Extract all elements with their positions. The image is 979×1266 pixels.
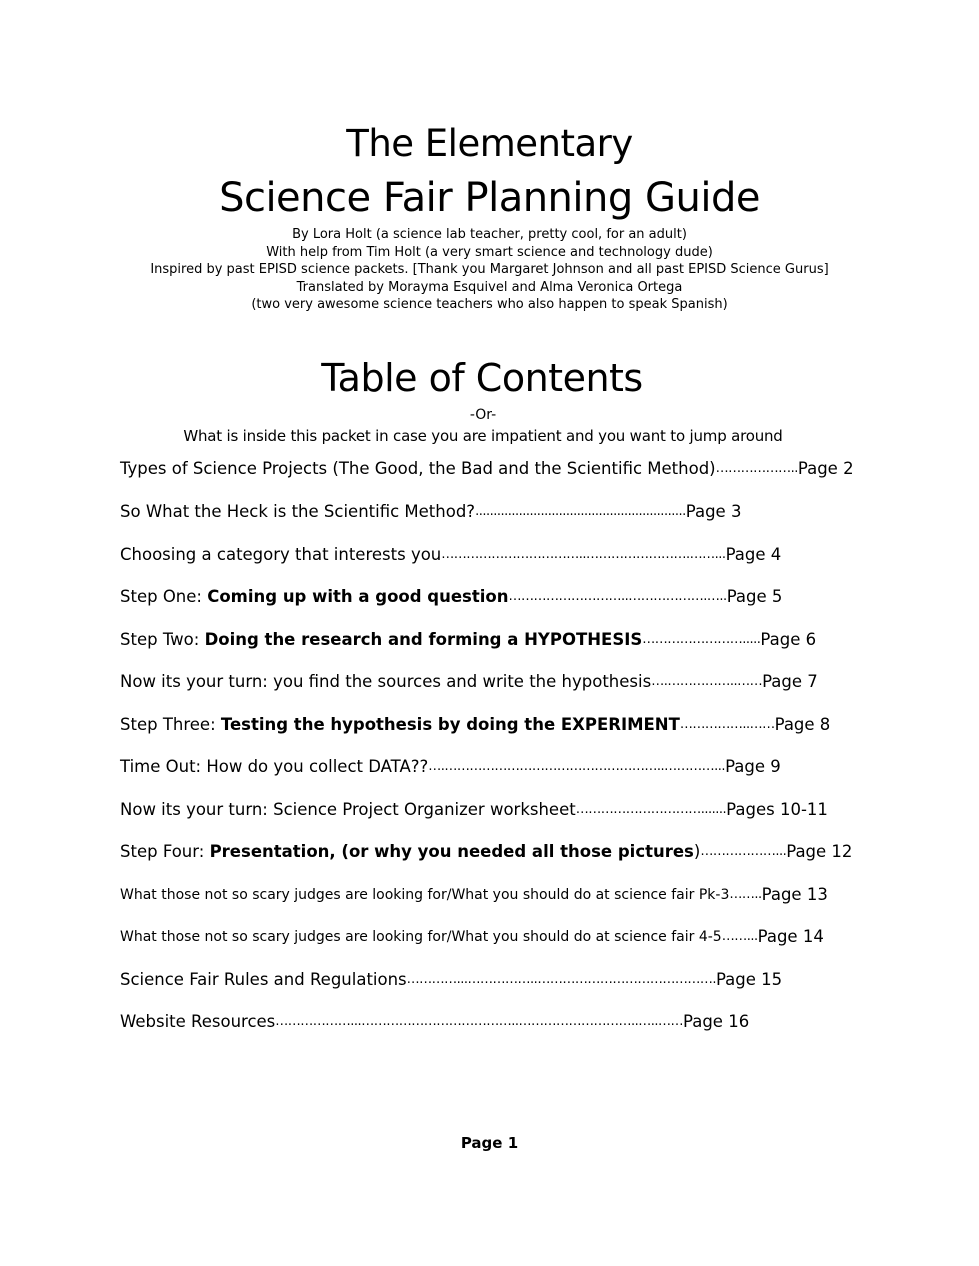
- toc-leader-dots: …………...……………..…………………………………….: [406, 972, 716, 987]
- toc-page-number: Page 15: [715, 970, 783, 989]
- toc-entry-text: Now its your turn: Science Project Organizer worksheet: [120, 800, 576, 819]
- toc-entry-label: [120, 499, 475, 525]
- toc-entry[interactable]: [120, 542, 827, 568]
- toc-page-number: Page 12: [786, 842, 853, 861]
- toc-leader-dots: ………………..: [715, 461, 798, 476]
- document-title-line-1: The Elementary: [346, 122, 633, 165]
- toc-entry-label: [120, 712, 680, 738]
- toc-entry-label: [120, 839, 700, 865]
- toc-entry[interactable]: [120, 669, 830, 695]
- toc-leader-dots: ….……………..……: [651, 674, 763, 689]
- toc-entry[interactable]: [120, 584, 828, 610]
- toc-entry-label: [120, 627, 642, 653]
- toc-entry-text: Types of Science Projects (The Good, the Bad and the Scientific Method): [120, 459, 716, 478]
- toc-entry[interactable]: [120, 754, 829, 780]
- toc-page-number: Page 13: [761, 885, 828, 904]
- toc-heading: Table of Contents: [321, 356, 643, 400]
- toc-entry[interactable]: [120, 499, 830, 525]
- toc-entry-label: [120, 797, 576, 823]
- toc-entry-emphasis: Presentation, (or why you needed all those pictures: [209, 842, 694, 861]
- toc-entry[interactable]: [120, 967, 843, 993]
- toc-entry-emphasis: Testing the hypothesis by doing the EXPERIMENT: [220, 715, 680, 734]
- toc-leader-dots: …………………….....: [642, 632, 761, 647]
- page-number: Page 1: [460, 1134, 519, 1152]
- toc-leader-dots: ……………………………..…………………….……...: [441, 547, 726, 562]
- toc-page-number: Page 3: [685, 502, 742, 521]
- toc-entry-text: Time Out: How do you collect DATA??: [120, 757, 429, 776]
- toc-entry-tail: ): [693, 842, 701, 861]
- toc-or: -Or-: [469, 407, 497, 423]
- toc-entry[interactable]: [120, 712, 830, 738]
- credit-line: (two very awesome science teachers who also happen to speak Spanish): [251, 297, 728, 312]
- toc-entry[interactable]: [120, 456, 854, 482]
- toc-page-number: Page 6: [760, 630, 817, 649]
- toc-page-number: Page 4: [725, 545, 782, 564]
- toc-leader-dots: ………………………..……………….…..: [508, 589, 727, 604]
- credits-block: [0, 226, 979, 314]
- toc-entry-label: [120, 456, 716, 482]
- toc-page-number: Page 14: [757, 927, 824, 946]
- toc-leader-dots: ..........................................................: [475, 504, 686, 519]
- toc-leader-dots: ……………..……: [679, 717, 775, 732]
- toc-entry-text: Website Resources: [120, 1012, 276, 1031]
- credit-line: Inspired by past EPISD science packets. [Thank you Margaret Johnson and all past EPISD Science Gurus]: [150, 262, 829, 277]
- toc-entry-label: [120, 882, 729, 908]
- toc-entry-text: Step Three:: [120, 715, 221, 734]
- toc-page-number: Page 16: [683, 1012, 750, 1031]
- toc-page-number: Page 9: [725, 757, 781, 776]
- toc-leader-dots: ………………...: [700, 844, 787, 859]
- toc-entry-label: [120, 1009, 275, 1035]
- toc-subtitle: What is inside this packet in case you are impatient and you want to jump around: [183, 427, 783, 445]
- toc-entry-label: [120, 669, 651, 695]
- toc-page-number: Pages 10-11: [726, 800, 828, 819]
- toc-entry-label: [120, 542, 441, 568]
- toc-page-number: Page 8: [774, 715, 831, 734]
- toc-entry-text: Science Fair Rules and Regulations: [120, 970, 407, 989]
- toc-entry-label: [120, 967, 407, 993]
- toc-entry[interactable]: [120, 797, 840, 823]
- toc-leader-dots: ………………………….......: [575, 802, 727, 817]
- toc-entry-text: What those not so scary judges are looking for/What you should do at science fair 4-5: [120, 929, 722, 945]
- toc-entry-emphasis: Doing the research and forming a HYPOTHESIS: [204, 630, 643, 649]
- toc-page-number: Page 7: [762, 672, 818, 691]
- toc-entry-text: Step Two:: [120, 630, 205, 649]
- toc-leader-dots: ………………...………………………………..………………………..…..……: [275, 1014, 683, 1029]
- toc-entry-label: [120, 924, 722, 950]
- toc-entry[interactable]: [120, 882, 841, 908]
- toc-leader-dots: ……..: [729, 887, 762, 902]
- toc-entry[interactable]: [120, 924, 841, 950]
- toc-entry-emphasis: Coming up with a good question: [207, 587, 509, 606]
- credit-line: By Lora Holt (a science lab teacher, pretty cool, for an adult): [292, 227, 687, 242]
- credit-line: Translated by Morayma Esquivel and Alma Veronica Ortega: [296, 279, 683, 295]
- toc-page-number: Page 2: [797, 459, 854, 478]
- toc-entry[interactable]: [120, 839, 853, 865]
- document-title-line-2: Science Fair Planning Guide: [219, 175, 760, 221]
- toc-entry[interactable]: [120, 1009, 842, 1035]
- toc-entry[interactable]: [120, 627, 830, 653]
- toc-entry-text: So What the Heck is the Scientific Method?: [120, 502, 476, 521]
- toc-entry-label: [120, 584, 509, 610]
- toc-page-number: Page 5: [726, 587, 783, 606]
- toc-entry-text: Step Four:: [120, 842, 210, 861]
- toc-entry-label: [120, 754, 428, 780]
- toc-leader-dots: ……...: [721, 929, 758, 944]
- credit-line: With help from Tim Holt (a very smart science and technology dude): [266, 244, 713, 260]
- toc-entry-text: Now its your turn: you find the sources and write the hypothesis: [120, 672, 652, 691]
- toc-leader-dots: ….……………………………………………..…………...: [428, 759, 726, 774]
- toc-entry-text: Choosing a category that interests you: [120, 545, 442, 564]
- toc-entry-text: Step One:: [120, 587, 208, 606]
- toc-entry-text: What those not so scary judges are looking for/What you should do at science fair Pk-3: [120, 887, 730, 903]
